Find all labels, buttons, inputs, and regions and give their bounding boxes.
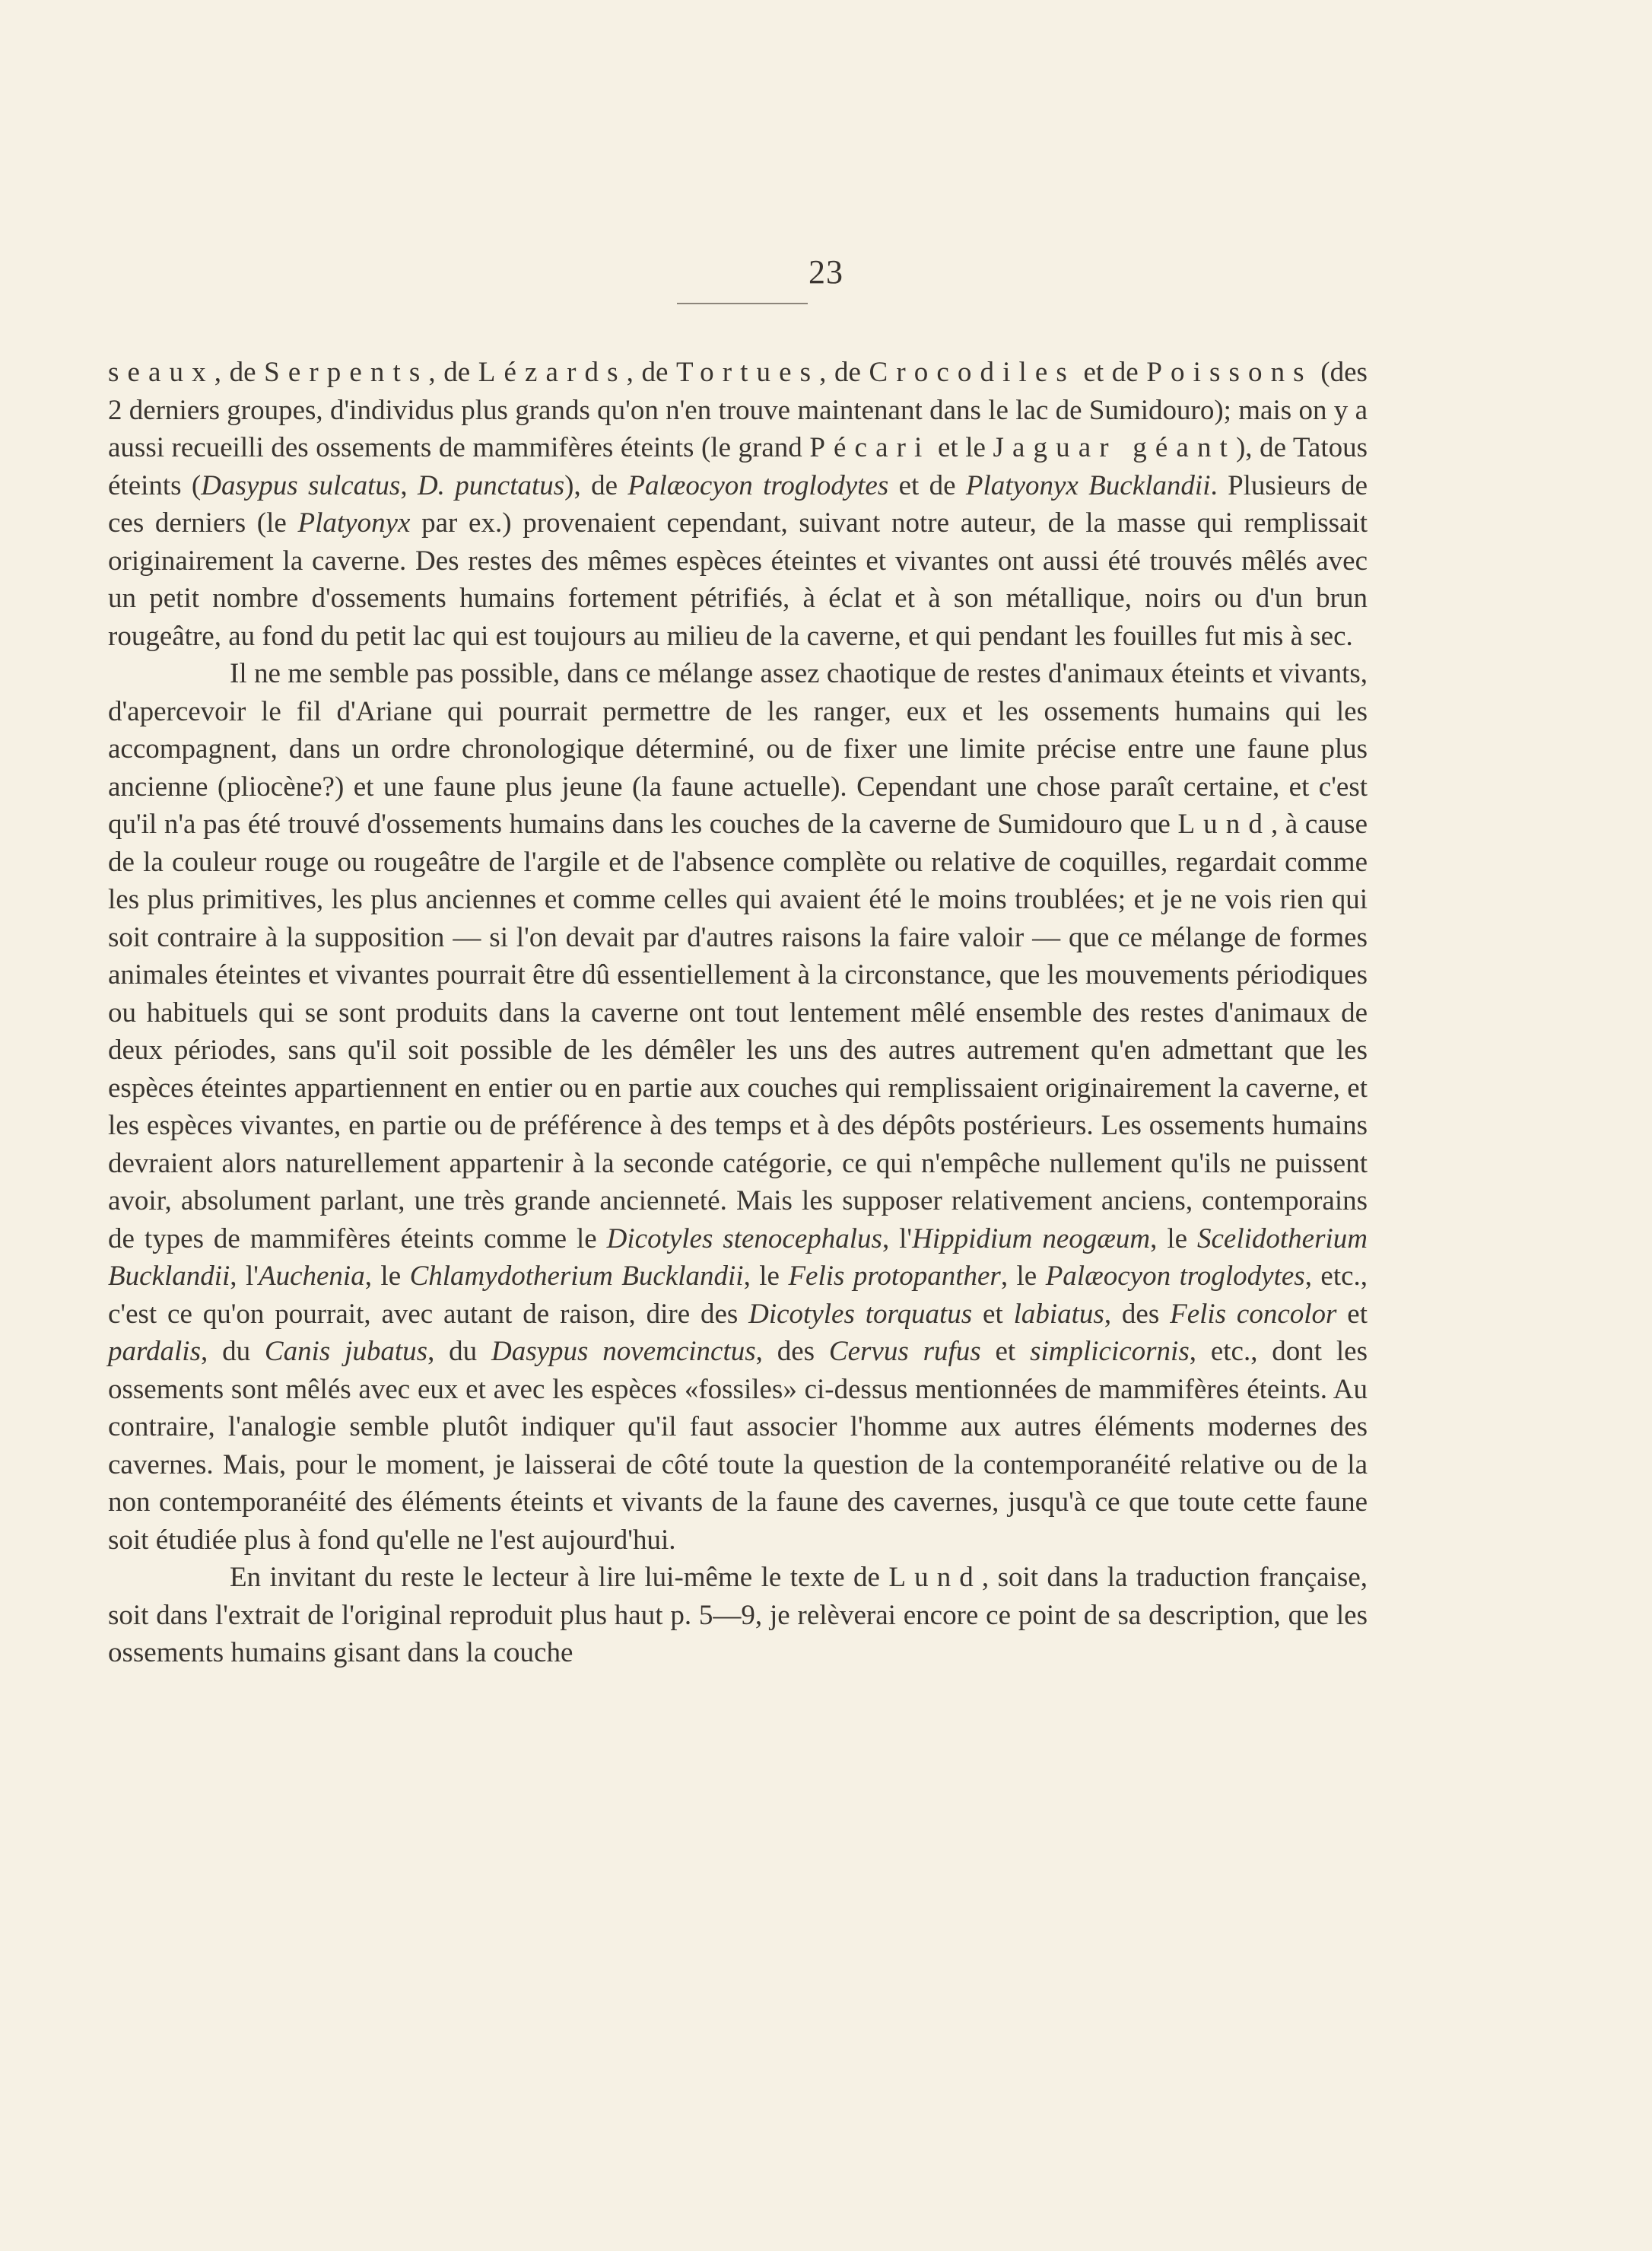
text-span: En invitant du reste le lecteur à lire lui-même le texte de bbox=[230, 1562, 889, 1593]
paragraph-1 bbox=[108, 354, 1368, 655]
text-span: , des bbox=[1104, 1298, 1171, 1330]
body-text bbox=[108, 354, 1368, 1672]
taxon-name: Cervus rufus bbox=[828, 1336, 981, 1367]
text-span: ), de Tatous éteints ( bbox=[108, 432, 1368, 501]
text-span: , du bbox=[200, 1336, 265, 1367]
taxon-name: Dasypus novemcinctus bbox=[491, 1336, 756, 1367]
taxon-name: pardalis bbox=[108, 1336, 201, 1367]
text-span: , l' bbox=[230, 1261, 259, 1292]
taxon-name: Scelidotherium Bucklandii bbox=[108, 1222, 1368, 1292]
text-span: et bbox=[972, 1298, 1014, 1330]
taxon-name: Dasypus sulcatus bbox=[201, 469, 401, 501]
text-span: , etc., c'est ce qu'on pourrait, avec autant de raison, dire des bbox=[108, 1261, 1368, 1330]
taxon-name: Dicotyles stenocephalus bbox=[606, 1222, 882, 1254]
taxon-name: Auchenia bbox=[258, 1261, 365, 1292]
text-span: Crocodiles bbox=[869, 357, 1075, 388]
text-span: Serpents bbox=[264, 357, 429, 388]
taxon-name: D. punctatus bbox=[417, 469, 565, 501]
paragraph-3 bbox=[108, 1559, 1368, 1672]
text-span: , des bbox=[755, 1336, 829, 1367]
text-span: (des 2 derniers groupes, d'individus plus grands qu'on n'en trouve maintenant dans le lac de Sumidouro); mais on y a aussi recueilli des ossements de mammifères éteints (le grand bbox=[108, 357, 1368, 463]
text-span: Poissons bbox=[1146, 357, 1313, 388]
text-span: et le bbox=[930, 432, 993, 463]
text-span: et de bbox=[888, 469, 966, 501]
text-span: , du bbox=[427, 1336, 492, 1367]
text-span: . Plusieurs de ces derniers (le bbox=[108, 469, 1368, 539]
text-span: , de bbox=[626, 357, 676, 388]
text-span: , le bbox=[1000, 1261, 1046, 1292]
taxon-name: Platyonyx Bucklandii bbox=[965, 469, 1211, 501]
text-span: par ex.) provenaient cependant, suivant notre auteur, de la masse qui remplissait originairement la caverne. Des restes des mêmes espèces éteintes et vivantes ont aussi été trouvés mêlés avec un petit nombre d'ossements humains fortement pétrifiés, à éclat et à son métallique, noirs ou d'un brun rougeâtre, au fond du petit lac qui est toujours au milieu de la caverne, et qui pendant les fouilles fut mis à sec. bbox=[108, 507, 1368, 652]
taxon-name: Palæocyon troglodytes bbox=[1045, 1261, 1305, 1292]
text-span: Jaguar géant bbox=[993, 432, 1236, 463]
taxon-name: Platyonyx bbox=[297, 507, 411, 539]
text-span: , de bbox=[428, 357, 478, 388]
text-span: et bbox=[1336, 1298, 1368, 1330]
text-span: , le bbox=[364, 1261, 410, 1292]
author-name: Lund bbox=[1177, 809, 1271, 840]
page-number: 23 bbox=[809, 253, 843, 291]
taxon-name: Hippidium neogæum bbox=[912, 1222, 1151, 1254]
taxon-name: simplicicornis bbox=[1030, 1336, 1190, 1367]
taxon-name: Dicotyles torquatus bbox=[748, 1298, 973, 1330]
taxon-name: Felis protopanther bbox=[788, 1261, 1001, 1292]
header-rule bbox=[677, 303, 808, 304]
text-span: Tortues bbox=[676, 357, 820, 388]
text-span: , le bbox=[1150, 1222, 1197, 1254]
text-span: , à cause de la couleur rouge ou rougeâtre de l'argile et de l'absence complète ou relative de coquilles, regardait comme les plus primitives, les plus anciennes et comme celles qui avaient été le moins troublées; et je ne vois rien qui soit contraire à la supposition — si l'on devait par d'autres raisons la faire valoir — que ce mélange de formes animales éteintes et vivantes pourrait être dû essentiellement à la circonstance, que les mouvements périodiques ou habituels qui se sont produits dans la caverne ont tout lentement mêlé ensemble des restes d'animaux de deux périodes, sans qu'il soit possible de les démêler les uns des autres autrement qu'en admettant que les espèces éteintes appartiennent en entier ou en partie aux couches qui remplissaient originairement la caverne, et les espèces vivantes, en partie ou de préférence à des temps et à des dépôts postérieurs. Les ossements humains devraient alors naturellement appartenir à la seconde catégorie, ce qui n'empêche nullement qu'ils ne puissent avoir, absolument parlant, une très grande ancienneté. Mais les supposer relativement anciens, contemporains de types de mammifères éteints comme le bbox=[108, 809, 1368, 1254]
text-span: , etc., dont les ossements sont mêlés avec eux et avec les espèces «fossiles» ci-dessus mentionnées de mammifères éteints. Au contraire, l'analogie semble plutôt indiquer qu'il faut associer l'homme aux autres éléments modernes des cavernes. Mais, pour le moment, je laisserai de côté toute la question de la contemporanéité relative ou de la non contemporanéité des éléments éteints et vivants de la faune des cavernes, jusqu'à ce que toute cette faune soit étudiée plus à fond qu'elle ne l'est aujourd'hui. bbox=[108, 1336, 1368, 1556]
text-span: , soit dans la traduction française, soit dans l'extrait de l'original reproduit plus haut p. 5—9, je relèverai encore ce point de sa description, que les ossements humains gisant dans la couche bbox=[108, 1562, 1368, 1668]
taxon-name: Palæocyon troglodytes bbox=[627, 469, 889, 501]
text-span: et de bbox=[1075, 357, 1147, 388]
text-span: seaux bbox=[108, 357, 214, 388]
text-span: , de bbox=[214, 357, 265, 388]
text-span: Lézards bbox=[478, 357, 627, 388]
text-span: Il ne me semble pas possible, dans ce mélange assez chaotique de restes d'animaux éteints et vivants, d'apercevoir le fil d'Ariane qui pourrait permettre de les ranger, eux et les ossements humains qui les accompagnent, dans un ordre chronologique déterminé, ou de fixer une limite précise entre une faune plus ancienne (pliocène?) et une faune plus jeune (la faune actuelle). Cependant une chose paraît certaine, et c'est qu'il n'a pas été trouvé d'ossements humains dans les couches de la caverne de Sumidouro que bbox=[108, 658, 1368, 840]
text-span: Pécari bbox=[809, 432, 931, 463]
text-span: ), de bbox=[564, 469, 628, 501]
text-span: , bbox=[400, 469, 418, 501]
taxon-name: Felis concolor bbox=[1170, 1298, 1337, 1330]
taxon-name: labiatus bbox=[1013, 1298, 1104, 1330]
text-span: , de bbox=[819, 357, 869, 388]
taxon-name: Canis jubatus bbox=[264, 1336, 428, 1367]
taxon-name: Chlamydotherium Bucklandii bbox=[409, 1261, 744, 1292]
text-span: , l' bbox=[882, 1222, 913, 1254]
author-name: Lund bbox=[888, 1562, 982, 1593]
text-span: , le bbox=[743, 1261, 789, 1292]
text-span: et bbox=[980, 1336, 1031, 1367]
paragraph-2 bbox=[108, 655, 1368, 1559]
